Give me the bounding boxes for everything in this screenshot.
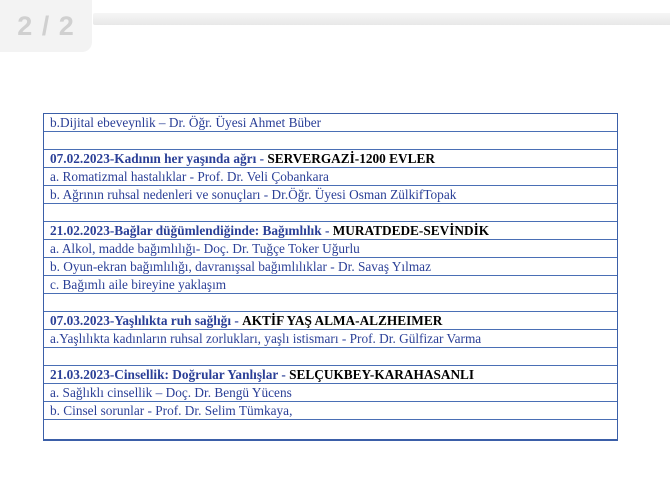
table-row-blank — [44, 204, 617, 222]
session-heading-row — [44, 312, 617, 330]
table-row-blank — [44, 348, 617, 366]
session-title: 07.02.2023-Kadının her yaşında ağrı - — [50, 151, 265, 166]
talk-item: c. Bağımlı aile bireyine yaklaşım — [50, 277, 227, 292]
talk-item: b.Dijital ebeveynlik – Dr. Öğr. Üyesi Ahmet Büber — [50, 115, 322, 130]
table-row-blank — [44, 294, 617, 312]
talk-item: b. Ağrının ruhsal nedenleri ve sonuçları - Dr.Öğr. Üyesi Osman ZülkifTopak — [50, 187, 457, 202]
table-row — [44, 330, 617, 348]
talk-item: a. Sağlıklı cinsellik – Doç. Dr. Bengü Yücens — [50, 385, 292, 400]
table-row — [44, 258, 617, 276]
session-venue: SERVERGAZİ-1200 EVLER — [267, 151, 435, 166]
session-venue: SELÇUKBEY-KARAHASANLI — [289, 367, 475, 382]
talk-item: a. Romatizmal hastalıklar - Prof. Dr. Veli Çobankara — [50, 169, 329, 184]
session-heading-row — [44, 222, 617, 240]
table-row — [44, 168, 617, 186]
session-heading-row — [44, 366, 617, 384]
page-indicator — [0, 0, 92, 52]
session-heading-row — [44, 150, 617, 168]
session-title: 21.02.2023-Bağlar düğümlendiğinde: Bağımlılık - — [50, 223, 330, 238]
table-row — [44, 240, 617, 258]
session-title: 07.03.2023-Yaşlılıkta ruh sağlığı - — [50, 313, 239, 328]
document-top-bar — [93, 13, 670, 25]
talk-item: a. Alkol, madde bağımlılığı- Doç. Dr. Tuğçe Toker Uğurlu — [50, 241, 360, 256]
table-row — [44, 114, 617, 132]
session-venue: MURATDEDE-SEVİNDİK — [332, 223, 490, 238]
session-title: 21.03.2023-Cinsellik: Doğrular Yanlışlar - — [50, 367, 286, 382]
talk-item: a.Yaşlılıkta kadınların ruhsal zorlukları, yaşlı istismarı - Prof. Dr. Gülfizar Varma — [50, 331, 482, 346]
session-venue: AKTİF YAŞ ALMA-ALZHEIMER — [242, 313, 443, 328]
table-row — [44, 402, 617, 420]
table-row — [44, 384, 617, 402]
talk-item: b. Cinsel sorunlar - Prof. Dr. Selim Tümkaya, — [50, 403, 293, 418]
table-row-blank — [44, 132, 617, 150]
talk-item: b. Oyun-ekran bağımlılığı, davranışsal bağımlılıklar - Dr. Savaş Yılmaz — [50, 259, 431, 274]
table-row — [44, 186, 617, 204]
table-row-blank — [44, 420, 617, 439]
program-table — [43, 113, 618, 441]
page-number-label: 2 / 2 — [17, 10, 75, 41]
table-row — [44, 276, 617, 294]
